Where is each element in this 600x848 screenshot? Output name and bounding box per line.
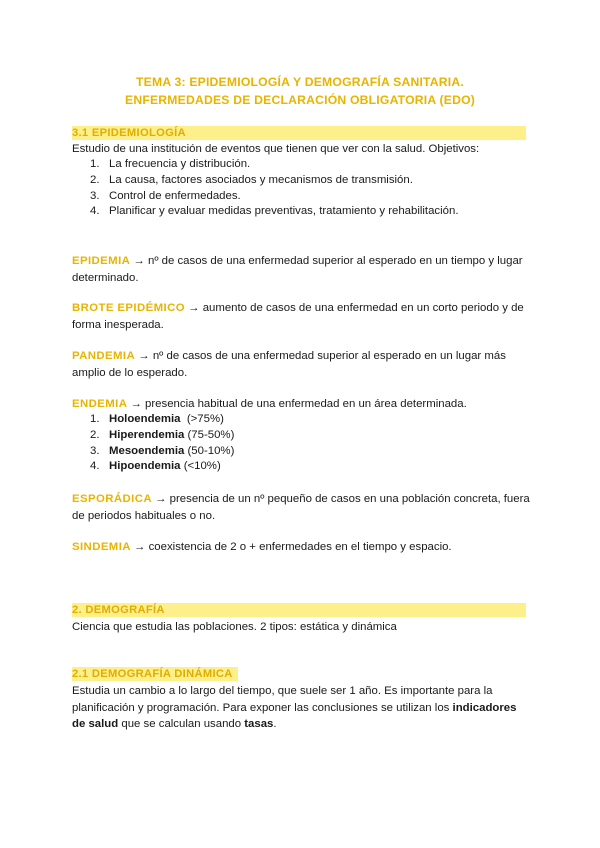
definition-brote: BROTE EPIDÉMICO → aumento de casos de una enfermedad en un corto periodo y de forma inesperada. — [72, 302, 524, 331]
bold-indicadores: indicadores de salud — [72, 701, 517, 730]
document-title — [0, 73, 600, 109]
title-line-1: TEMA 3: EPIDEMIOLOGÍA Y DEMOGRAFÍA SANITARIA. — [136, 75, 464, 89]
definition-epidemia: EPIDEMIA → nº de casos de una enfermedad superior al esperado en un tiempo y lugar determinado. — [72, 255, 523, 284]
section-heading-epidemiologia: 3.1 EPIDEMIOLOGÍA — [72, 126, 526, 140]
list-item: 1. La frecuencia y distribución. — [90, 158, 251, 170]
epidemiologia-intro: Estudio de una institución de eventos que tienen que ver con la salud. Objetivos: — [72, 143, 480, 155]
term-epidemia: EPIDEMIA — [72, 255, 131, 267]
section-heading-demografia-dinamica: 2.1 DEMOGRAFÍA DINÁMICA — [72, 667, 238, 681]
term-pandemia: PANDEMIA — [72, 350, 136, 362]
term-sindemia: SINDEMIA — [72, 541, 131, 553]
objectives-list — [72, 157, 532, 220]
term-endemia: ENDEMIA — [72, 398, 128, 410]
bold-tasas: tasas — [244, 718, 274, 730]
list-item: 3. Mesoendemia (50-10%) — [90, 444, 235, 457]
definition-pandemia: PANDEMIA → nº de casos de una enfermedad superior al esperado en un lugar más amplio de lo esperado. — [72, 350, 506, 379]
title-line-2: ENFERMEDADES DE DECLARACIÓN OBLIGATORIA (EDO) — [124, 93, 476, 107]
term-esporadica: ESPORÁDICA — [72, 493, 152, 505]
endemia-types-list — [72, 412, 532, 475]
definition-endemia: ENDEMIA → presencia habitual de una enfermedad en un área determinada. — [72, 398, 467, 410]
section-heading-demografia: 2. DEMOGRAFÍA — [72, 603, 526, 617]
definition-sindemia: SINDEMIA → coexistencia de 2 o + enfermedades en el tiempo y espacio. — [72, 541, 452, 553]
definition-esporadica: ESPORÁDICA → presencia de un nº pequeño de casos en una población concreta, fuera de periodos habituales o no. — [72, 493, 530, 522]
list-item: 3. Control de enfermedades. — [90, 189, 241, 202]
list-item: 1. Holoendemia (>75%) — [90, 413, 224, 425]
list-item: 4. Hipoendemia (<10%) — [90, 460, 221, 473]
demografia-dinamica-text: Estudia un cambio a lo largo del tiempo, que suele ser 1 año. Es importante para la planificación y programación. Para exponer las conclusiones se utilizan los indicadores de salud que se calculan usando tasas. — [72, 685, 517, 730]
list-item: 4. Planificar y evaluar medidas preventivas, tratamiento y rehabilitación. — [90, 205, 459, 218]
list-item: 2. Hiperendemia (75-50%) — [90, 428, 235, 441]
list-item: 2. La causa, factores asociados y mecanismos de transmisión. — [90, 173, 413, 186]
demografia-text: Ciencia que estudia las poblaciones. 2 tipos: estática y dinámica — [72, 621, 397, 633]
term-brote: BROTE EPIDÉMICO — [72, 302, 185, 314]
